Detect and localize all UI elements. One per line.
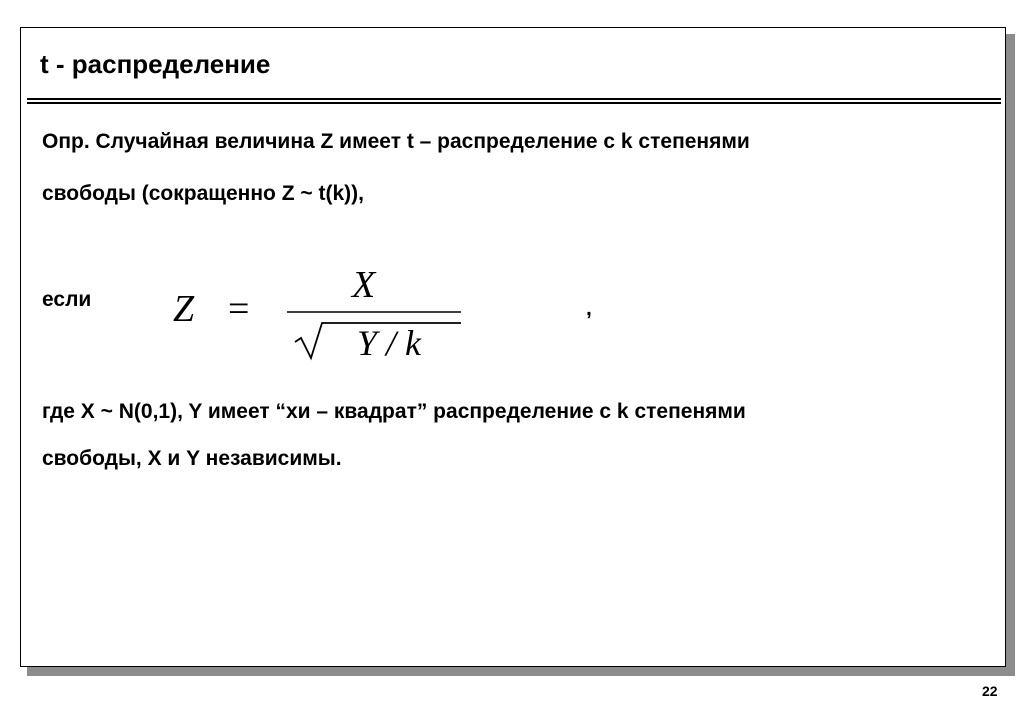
where-line-2: свободы, X и Y независимы. [42,447,342,470]
slide-frame [20,27,1006,667]
definition-line-2: свободы (сокращенно Z ~ t(k)), [42,182,364,205]
formula-lhs: Z [173,288,195,330]
formula-numerator: X [352,264,376,306]
formula-equals: = [228,288,250,330]
formula-trailing-comma: , [586,297,592,320]
where-line-1: где X ~ N(0,1), Y имеет “хи – квадрат” распределение с k степенями [42,400,746,423]
title-rule-top [27,98,1001,100]
if-label: если [42,288,92,311]
page-number: 22 [982,683,998,699]
t-distribution-formula [171,263,471,363]
slide-title: t - распределение [40,49,271,79]
formula-denominator: Y / k [357,323,422,363]
formula-svg [171,263,471,363]
definition-line-1: Опр. Случайная величина Z имеет t – распределение с k степенями [42,130,750,153]
title-rule-bottom [27,102,1001,104]
